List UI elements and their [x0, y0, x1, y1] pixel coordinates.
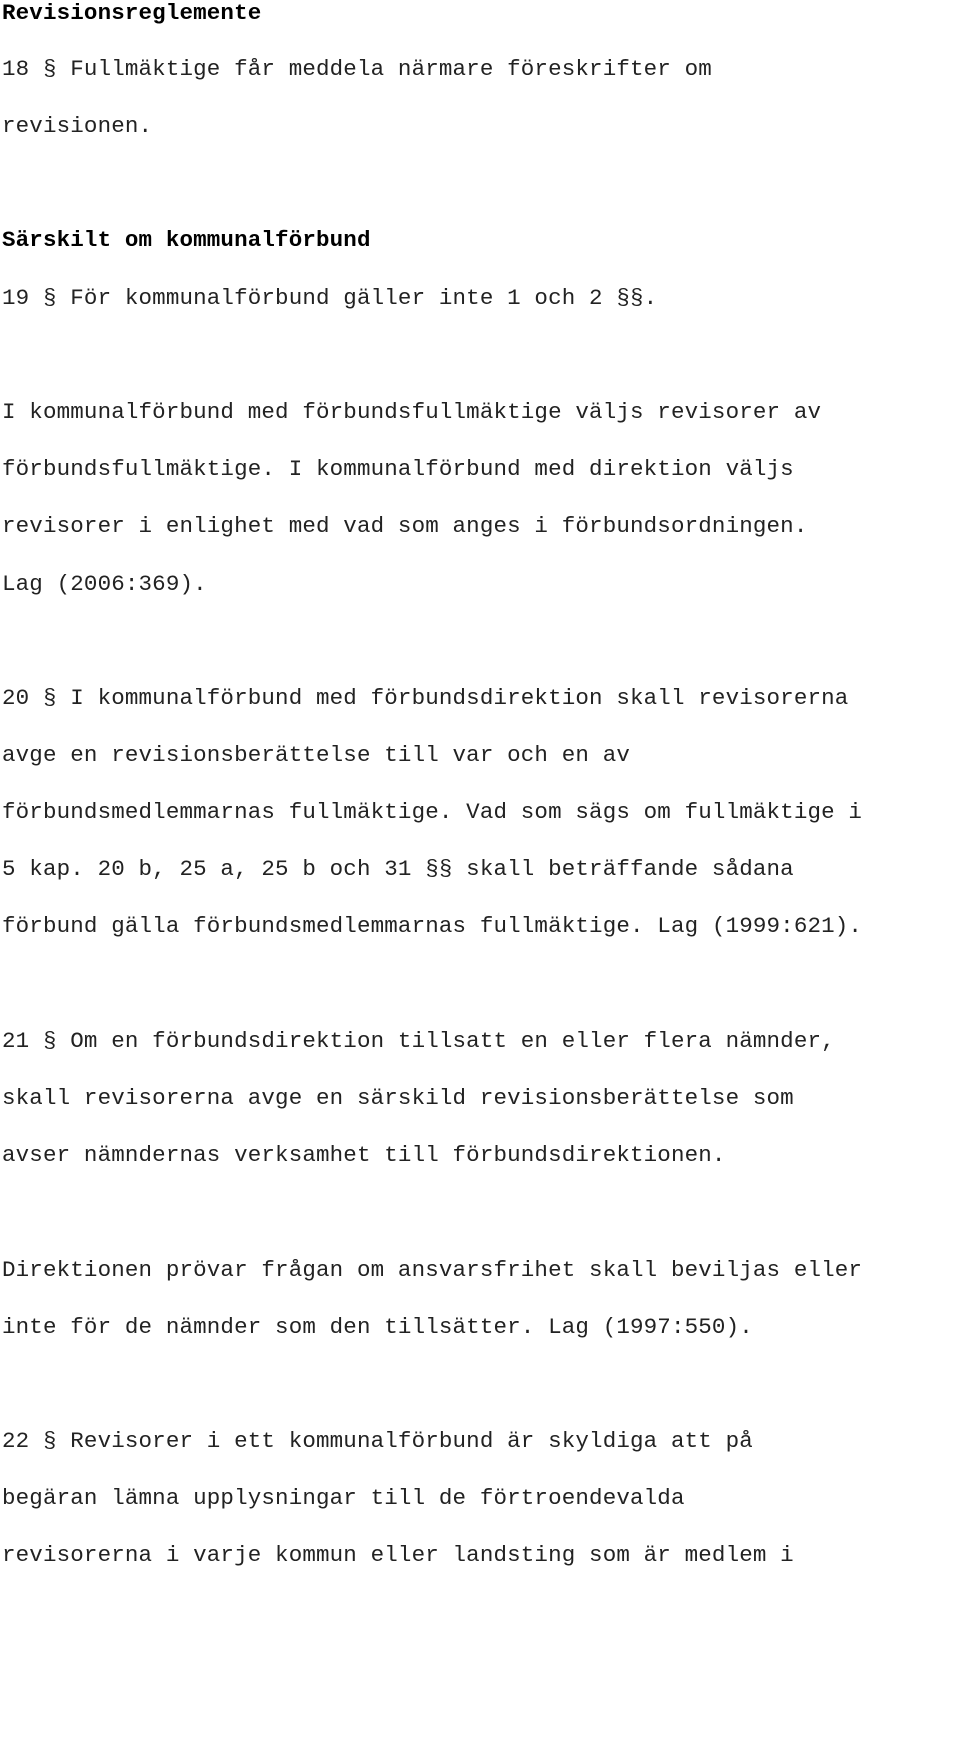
paragraph-19b-line-1: I kommunalförbund med förbundsfullmäktige väljs revisorer av: [2, 399, 822, 425]
paragraph-20-line-4: 5 kap. 20 b, 25 a, 25 b och 31 §§ skall beträffande sådana: [2, 856, 794, 882]
heading-revisionsreglemente: Revisionsreglemente: [2, 0, 262, 26]
paragraph-20-line-2: avge en revisionsberättelse till var och en av: [2, 742, 631, 768]
paragraph-21-line-3: avser nämndernas verksamhet till förbundsdirektionen.: [2, 1142, 726, 1168]
paragraph-20-line-3: förbundsmedlemmarnas fullmäktige. Vad som sägs om fullmäktige i: [2, 799, 863, 825]
paragraph-21-line-2: skall revisorerna avge en särskild revisionsberättelse som: [2, 1085, 794, 1111]
paragraph-21b-line-1: Direktionen prövar frågan om ansvarsfrihet skall beviljas eller: [2, 1257, 863, 1283]
paragraph-20-line-1: 20 § I kommunalförbund med förbundsdirektion skall revisorerna: [2, 685, 849, 711]
paragraph-18-line-2: revisionen.: [2, 113, 153, 139]
paragraph-19b-line-3: revisorer i enlighet med vad som anges i förbundsordningen.: [2, 513, 808, 539]
paragraph-19b-line-4: Lag (2006:369).: [2, 571, 207, 597]
paragraph-19b-line-2: förbundsfullmäktige. I kommunalförbund med direktion väljs: [2, 456, 794, 482]
paragraph-22-line-1: 22 § Revisorer i ett kommunalförbund är skyldiga att på: [2, 1428, 753, 1454]
paragraph-20-line-5: förbund gälla förbundsmedlemmarnas fullmäktige. Lag (1999:621).: [2, 913, 863, 939]
heading-sarskilt-om-kommunalforbund: Särskilt om kommunalförbund: [2, 227, 371, 253]
paragraph-19-line-1: 19 § För kommunalförbund gäller inte 1 och 2 §§.: [2, 285, 658, 311]
paragraph-22-line-2: begäran lämna upplysningar till de förtroendevalda: [2, 1485, 685, 1511]
paragraph-22-line-3: revisorerna i varje kommun eller landsting som är medlem i: [2, 1542, 794, 1568]
paragraph-21b-line-2: inte för de nämnder som den tillsätter. Lag (1997:550).: [2, 1314, 753, 1340]
paragraph-21-line-1: 21 § Om en förbundsdirektion tillsatt en eller flera nämnder,: [2, 1028, 835, 1054]
paragraph-18-line-1: 18 § Fullmäktige får meddela närmare föreskrifter om: [2, 56, 712, 82]
